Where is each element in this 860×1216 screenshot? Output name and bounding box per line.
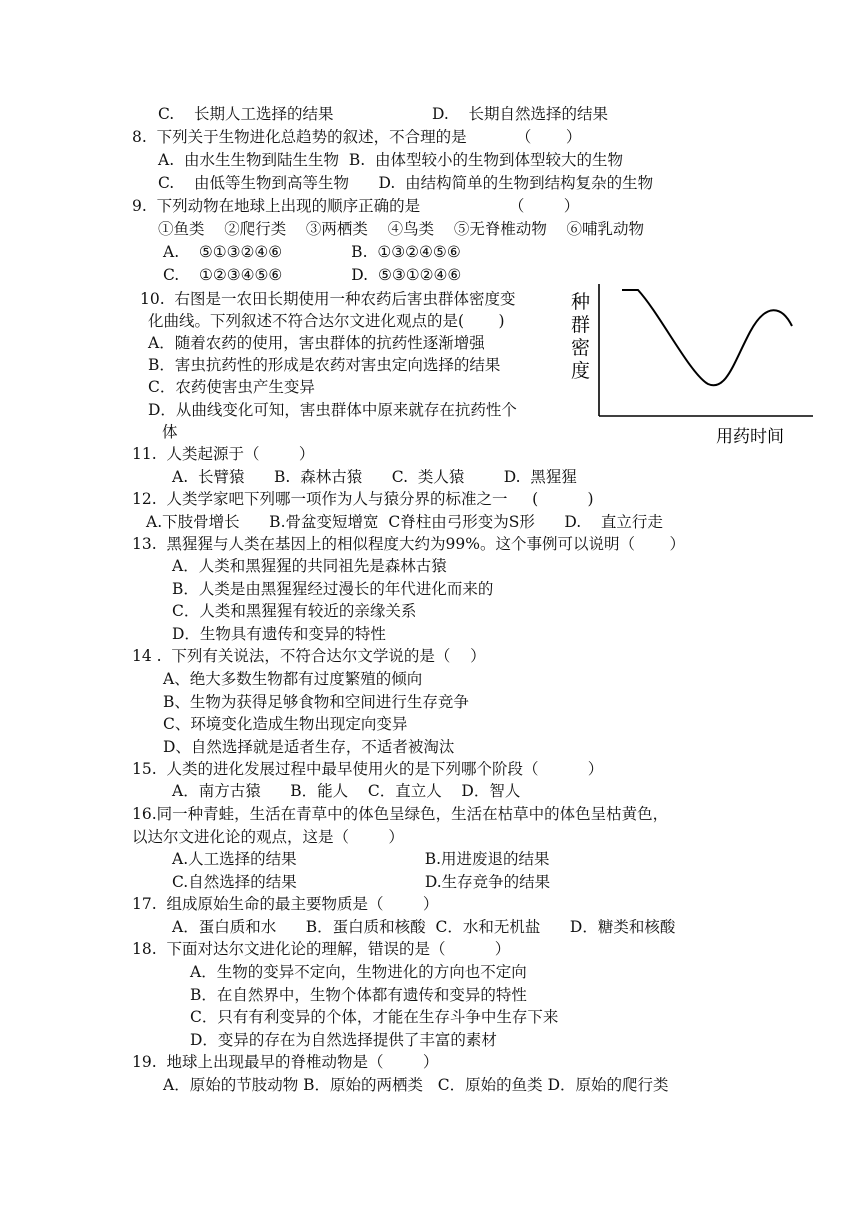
text-line-l29: D、自然选择就是适者生存，不适者被淘汰 (163, 738, 455, 756)
text-line-l17: A. 长臂猿 B. 森林古猿 C. 类人猿 D. 黑猩猩 (172, 468, 577, 486)
text-line-l31: A．南方古猿 B．能人 C．直立人 D．智人 (172, 782, 521, 800)
text-line-l11: A．随着农药的使用，害虫群体的抗药性逐渐增强 (148, 334, 485, 352)
text-line-l33: 以达尔文进化论的观点，这是（ ） (132, 828, 404, 846)
text-line-l13: C．农药使害虫产生变异 (148, 378, 315, 396)
text-line-l32: 16.同一种青蛙，生活在青草中的体色呈绿色，生活在枯草中的体色呈枯黄色， (132, 805, 669, 823)
text-line-l38: 18. 下面对达尔文进化论的理解，错误的是（ ） (132, 940, 511, 958)
chart-ylabel-4: 度 (571, 360, 591, 382)
text-line-l07: A. ⑤①③②④⑥ B. ①③②④⑤⑥ (163, 243, 461, 261)
text-line-l44: A．原始的节肢动物 B．原始的两栖类 C．原始的鱼类 D．原始的爬行类 (163, 1076, 669, 1094)
text-line-l27: B、生物为获得足够食物和空间进行生存竞争 (163, 693, 469, 711)
text-line-l40: B．在自然界中，生物个体都有遗传和变异的特性 (190, 986, 527, 1004)
text-line-l04: C. 由低等生物到高等生物 D. 由结构简单的生物到结构复杂的生物 (158, 174, 654, 192)
text-line-l02: 8. 下列关于生物进化总趋势的叙述，不合理的是 （ ） (132, 128, 582, 146)
text-line-l19: A.下肢骨增长 B.骨盆变短增宽 C脊柱由弓形变为S形 D. 直立行走 (146, 513, 663, 531)
pest-density-curve-chart (568, 278, 818, 448)
text-line-l03: A. 由水生生物到陆生生物 B. 由体型较小的生物到体型较大的生物 (158, 151, 624, 169)
text-line-l18: 12. 人类学家吧下列哪一项作为人与猿分界的标准之一 ( ) (132, 490, 594, 508)
text-line-l28: C、环境变化造成生物出现定向变异 (163, 715, 408, 733)
text-line-l08: C. ①②③④⑤⑥ D. ⑤③①②④⑥ (163, 266, 462, 284)
text-line-l09: 10. 右图是一农田长期使用一种农药后害虫群体密度变 (140, 290, 516, 308)
text-line-l39: A．生物的变异不定向，生物进化的方向也不定向 (190, 963, 527, 981)
text-line-l01: C. 长期人工选择的结果 D. 长期自然选择的结果 (158, 105, 608, 123)
text-line-l21: A．人类和黑猩猩的共同祖先是森林古猿 (172, 557, 447, 575)
chart-ylabel-2: 群 (571, 314, 591, 336)
text-line-l22: B．人类是由黑猩猩经过漫长的年代进化而来的 (172, 580, 494, 598)
text-line-l41: C．只有有利变异的个体，才能在生存斗争中生存下来 (190, 1008, 559, 1026)
chart-ylabel-1: 种 (571, 291, 591, 313)
text-line-l36: 17. 组成原始生命的最主要物质是（ ） (132, 895, 439, 913)
text-line-l12: B．害虫抗药性的形成是农药对害虫定向选择的结果 (148, 356, 501, 374)
density-curve (622, 290, 792, 385)
text-line-l24: D．生物具有遗传和变异的特性 (172, 625, 386, 643)
text-line-l30: 15. 人类的进化发展过程中最早使用火的是下列哪个阶段（ ） (132, 760, 604, 778)
text-line-l43: 19. 地球上出现最早的脊椎动物是（ ） (132, 1053, 439, 1071)
text-line-l26: A、绝大多数生物都有过度繁殖的倾向 (163, 670, 423, 688)
text-line-l05: 9. 下列动物在地球上出现的顺序正确的是 （ ） (132, 197, 580, 215)
text-line-l34: A.人工选择的结果 B.用进废退的结果 (172, 850, 550, 868)
text-line-l10: 化曲线。下列叙述不符合达尔文进化观点的是( ) (148, 312, 505, 330)
text-line-l20: 13. 黑猩猩与人类在基因上的相似程度大约为99%。这个事例可以说明（ ） (132, 535, 685, 553)
chart-xlabel: 用药时间 (716, 427, 784, 447)
text-line-l37: A．蛋白质和水 B．蛋白质和核酸 C．水和无机盐 D．糖类和核酸 (172, 918, 676, 936)
text-line-l16: 11. 人类起源于（ ） (132, 445, 315, 463)
text-line-l42: D．变异的存在为自然选择提供了丰富的素材 (190, 1031, 497, 1049)
text-line-l15: 体 (162, 423, 178, 441)
text-line-l06: ①鱼类 ②爬行类 ③两栖类 ④鸟类 ⑤无脊椎动物 ⑥哺乳动物 (158, 220, 645, 238)
text-line-l14: D．从曲线变化可知，害虫群体中原来就存在抗药性个 (148, 401, 517, 419)
text-line-l23: C．人类和黑猩猩有较近的亲缘关系 (172, 602, 417, 620)
chart-ylabel-3: 密 (571, 337, 591, 359)
text-line-l35: C.自然选择的结果 D.生存竞争的结果 (172, 873, 551, 891)
text-line-l25: 14 . 下列有关说法，不符合达尔文学说的是（ ） (132, 647, 486, 665)
